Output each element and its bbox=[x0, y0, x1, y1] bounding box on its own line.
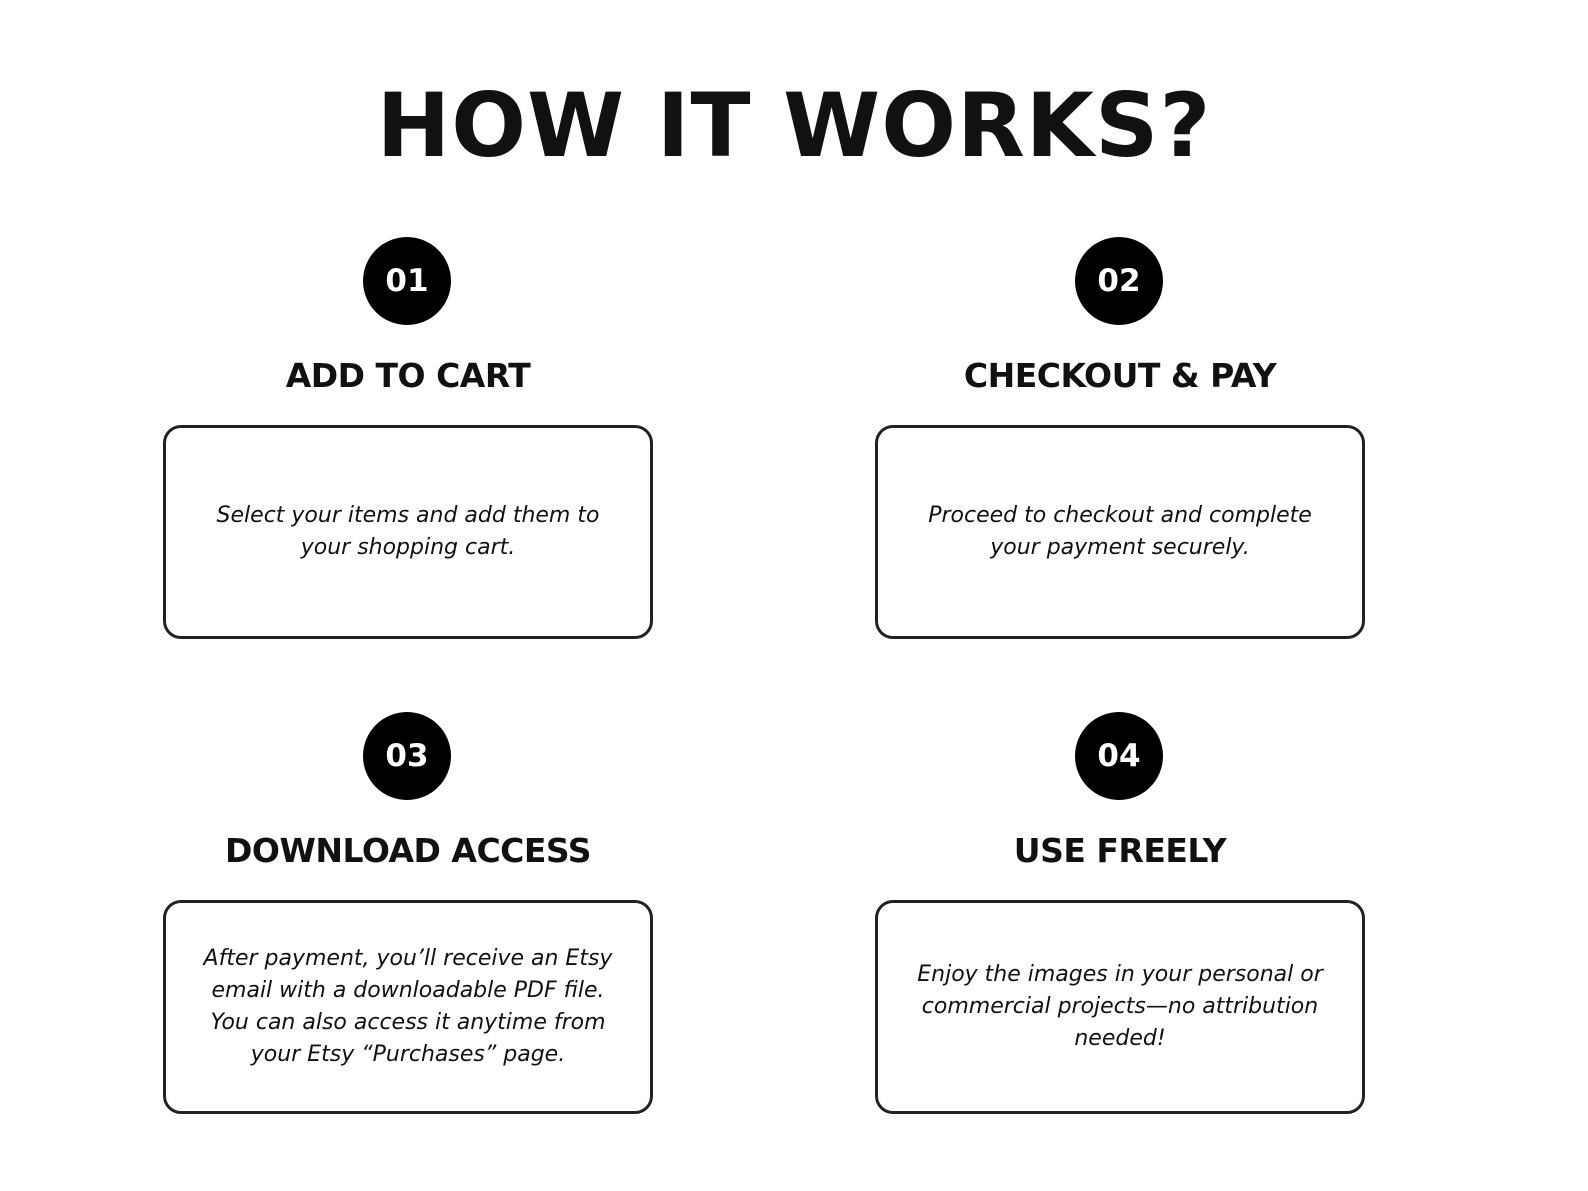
step-number-badge: 03 bbox=[363, 712, 451, 800]
step-description: Enjoy the images in your personal or commercial projects—no attribution needed! bbox=[917, 962, 1323, 1051]
step-use-freely bbox=[875, 712, 1365, 1132]
step-number-badge: 04 bbox=[1075, 712, 1163, 800]
step-description-card bbox=[163, 900, 653, 1114]
step-download-access bbox=[163, 712, 653, 1132]
page-title: HOW IT WORKS? bbox=[376, 74, 1212, 177]
step-description: After payment, you’ll receive an Etsy email with a downloadable PDF file. You can also access it anytime from your Etsy “Purchases” page. bbox=[203, 946, 613, 1067]
step-description: Proceed to checkout and complete your payment securely. bbox=[928, 503, 1312, 560]
step-number-badge: 02 bbox=[1075, 237, 1163, 325]
step-heading: ADD TO CART bbox=[285, 356, 531, 395]
step-description-card bbox=[875, 425, 1365, 639]
step-description-card bbox=[875, 900, 1365, 1114]
step-heading: USE FREELY bbox=[1013, 831, 1227, 870]
step-description: Select your items and add them to your shopping cart. bbox=[216, 503, 600, 560]
step-heading: CHECKOUT & PAY bbox=[963, 356, 1277, 395]
step-checkout-pay bbox=[875, 237, 1365, 657]
step-heading: DOWNLOAD ACCESS bbox=[225, 831, 591, 870]
step-description-card bbox=[163, 425, 653, 639]
step-number-badge: 01 bbox=[363, 237, 451, 325]
step-add-to-cart bbox=[163, 237, 653, 657]
